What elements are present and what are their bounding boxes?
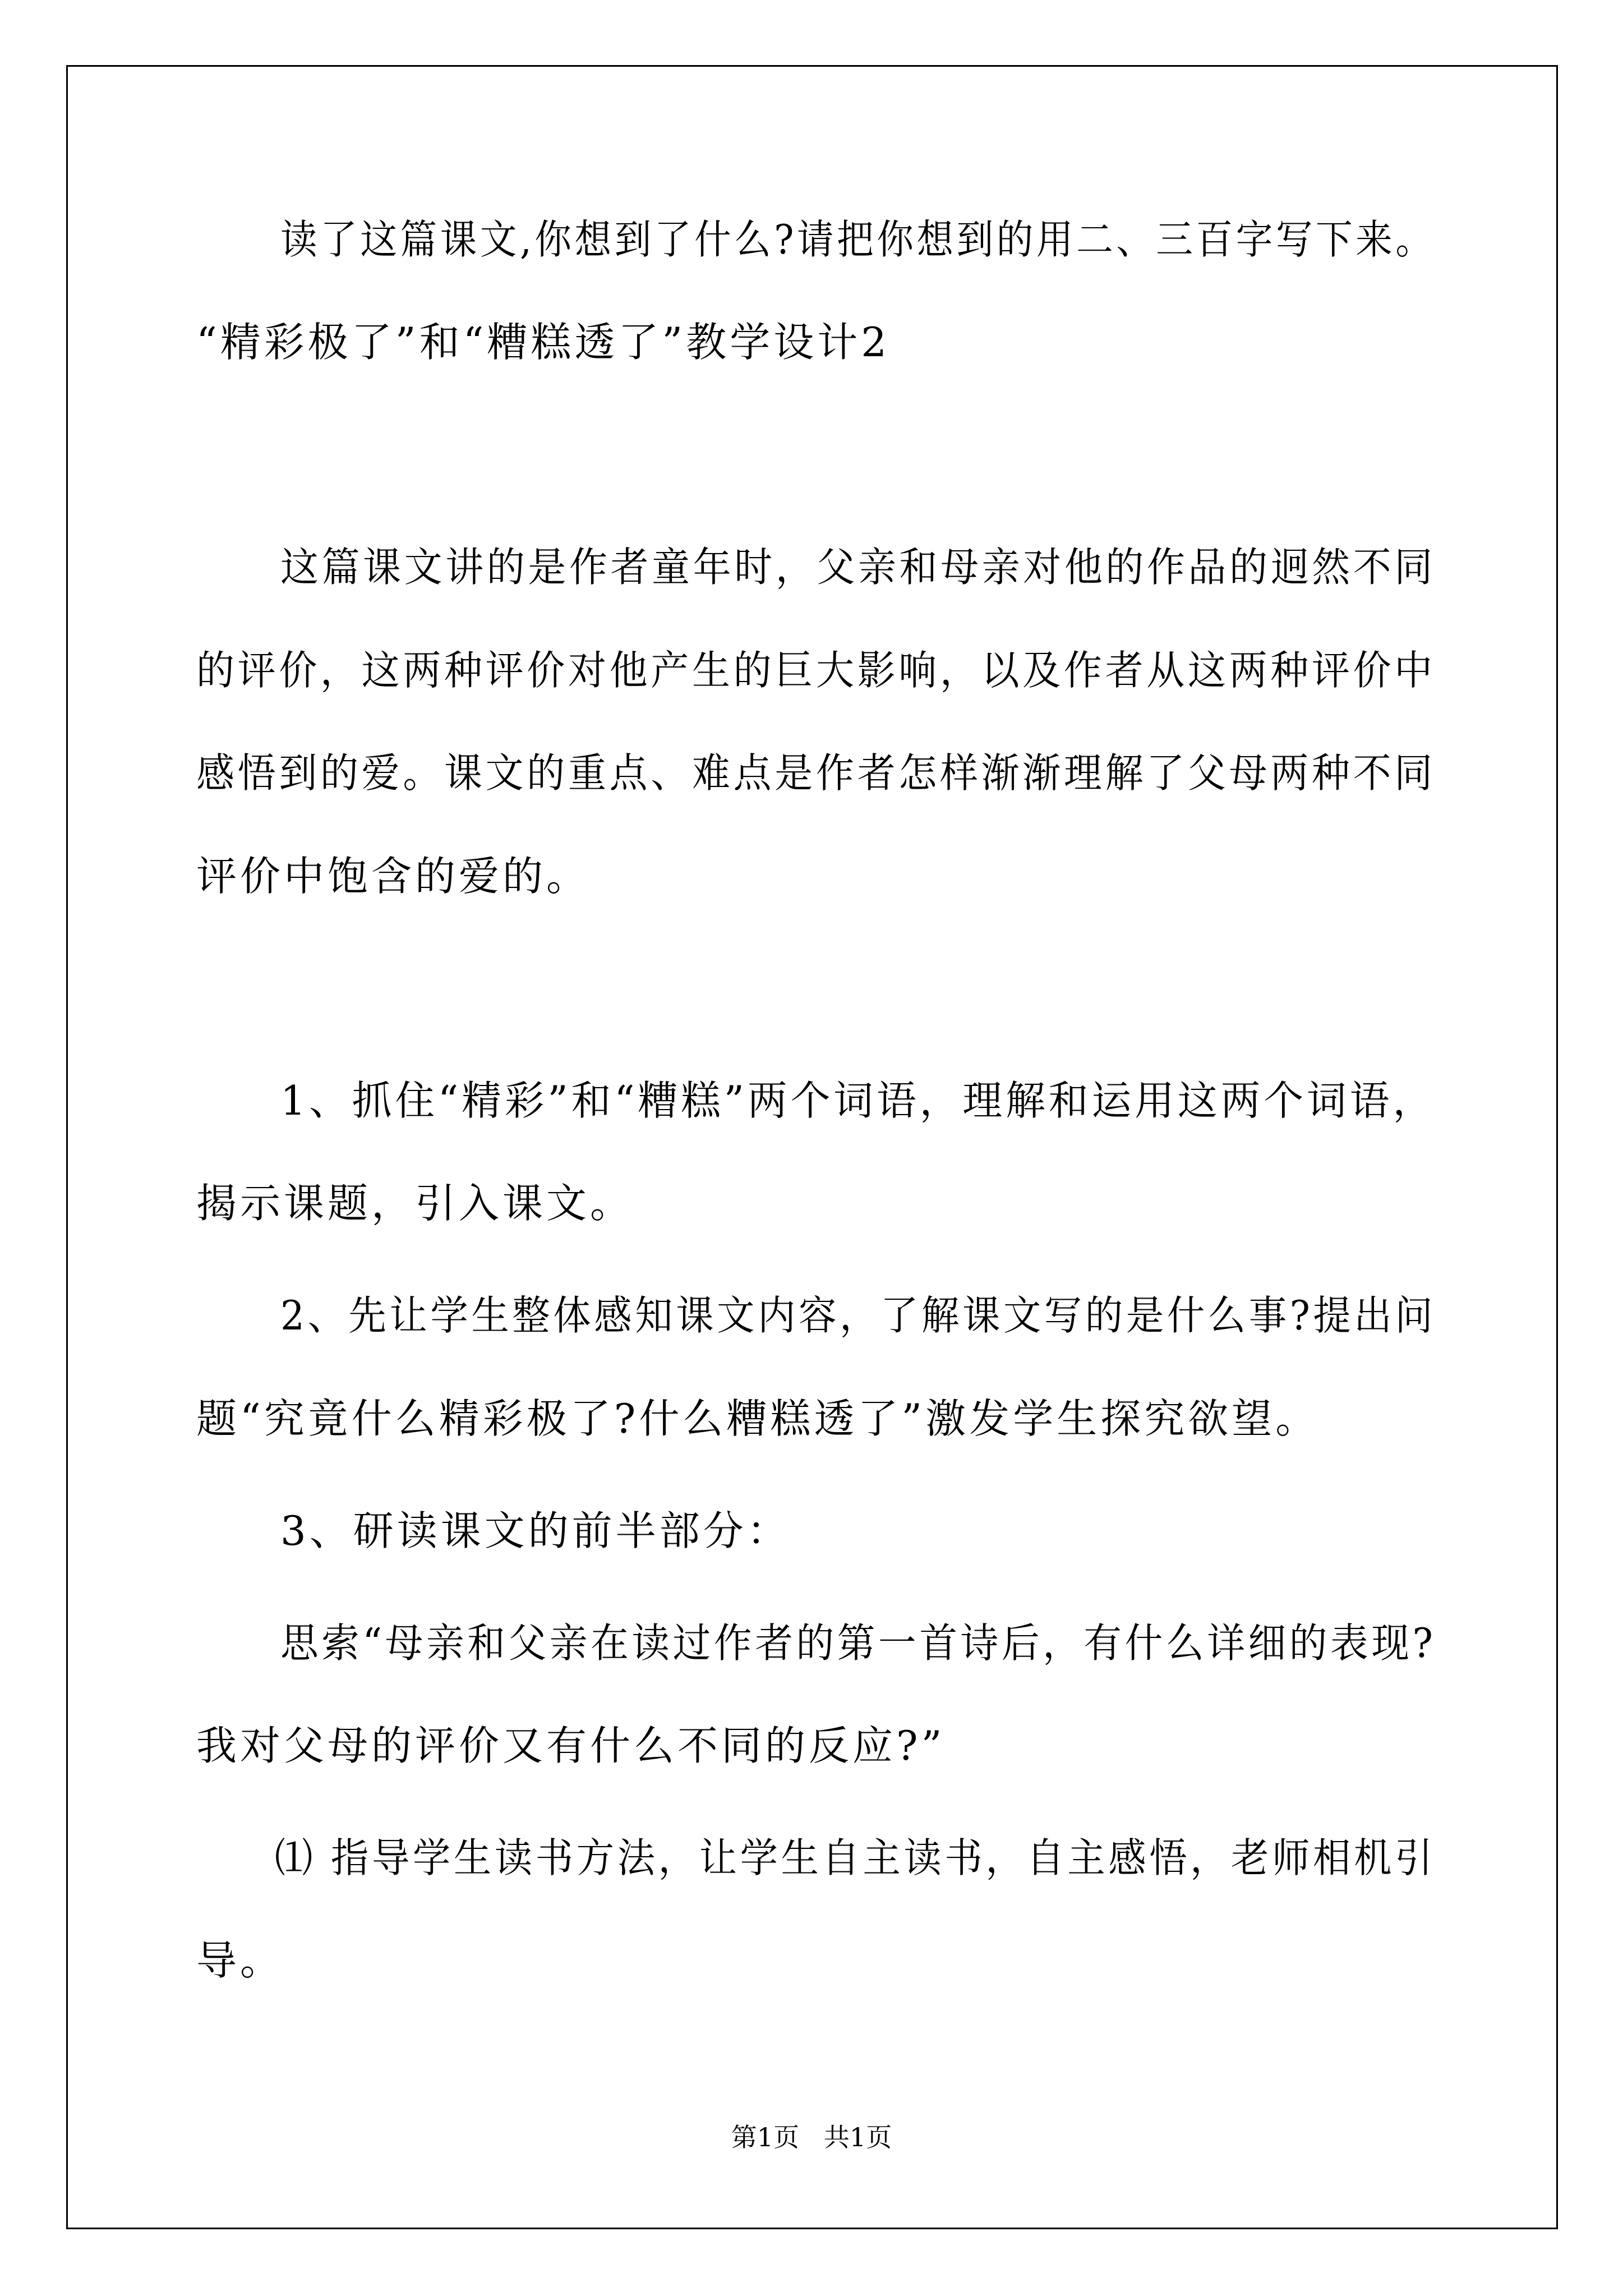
text-line: 揭示课题，引入课文。 (196, 1180, 634, 1227)
text-line: 评价中饱含的爱的。 (196, 853, 591, 900)
text-line: 3、研读课文的前半部分： (280, 1507, 791, 1554)
text-line: 导。 (196, 1937, 284, 1984)
text-line: 我对父母的评价又有什么不同的反应?” (196, 1722, 946, 1769)
text-line: 1、抓住“精彩”和“糟糕”两个词语，理解和运用这两个词语， (280, 1077, 1436, 1124)
text-line: 思索“母亲和父亲在读过作者的第一首诗后，有什么详细的表现? (280, 1619, 1436, 1667)
text-line: 感悟到的爱。课文的重点、难点是作者怎样渐渐理解了父母两种不同 (196, 749, 1436, 797)
text-line: “精彩极了”和“糟糕透了”教学设计2 (196, 319, 891, 366)
page-footer: 第1页 共1页 (731, 2122, 892, 2152)
text-line: 的评价，这两种评价对他产生的巨大影响，以及作者从这两种评价中 (196, 647, 1436, 694)
text-line: 题“究竟什么精彩极了?什么糟糕透了”激发学生探究欲望。 (196, 1395, 1320, 1442)
page-border (66, 65, 1558, 2229)
text-line: 读了这篇课文,你想到了什么?请把你想到的用二、三百字写下来。 (280, 216, 1436, 263)
text-line: ⑴ 指导学生读书方法，让学生自主读书，自主感悟，老师相机引 (275, 1834, 1436, 1881)
text-line: 2、先让学生整体感知课文内容，了解课文写的是什么事?提出问 (280, 1292, 1436, 1339)
text-line: 这篇课文讲的是作者童年时，父亲和母亲对他的作品的迥然不同 (280, 544, 1436, 591)
